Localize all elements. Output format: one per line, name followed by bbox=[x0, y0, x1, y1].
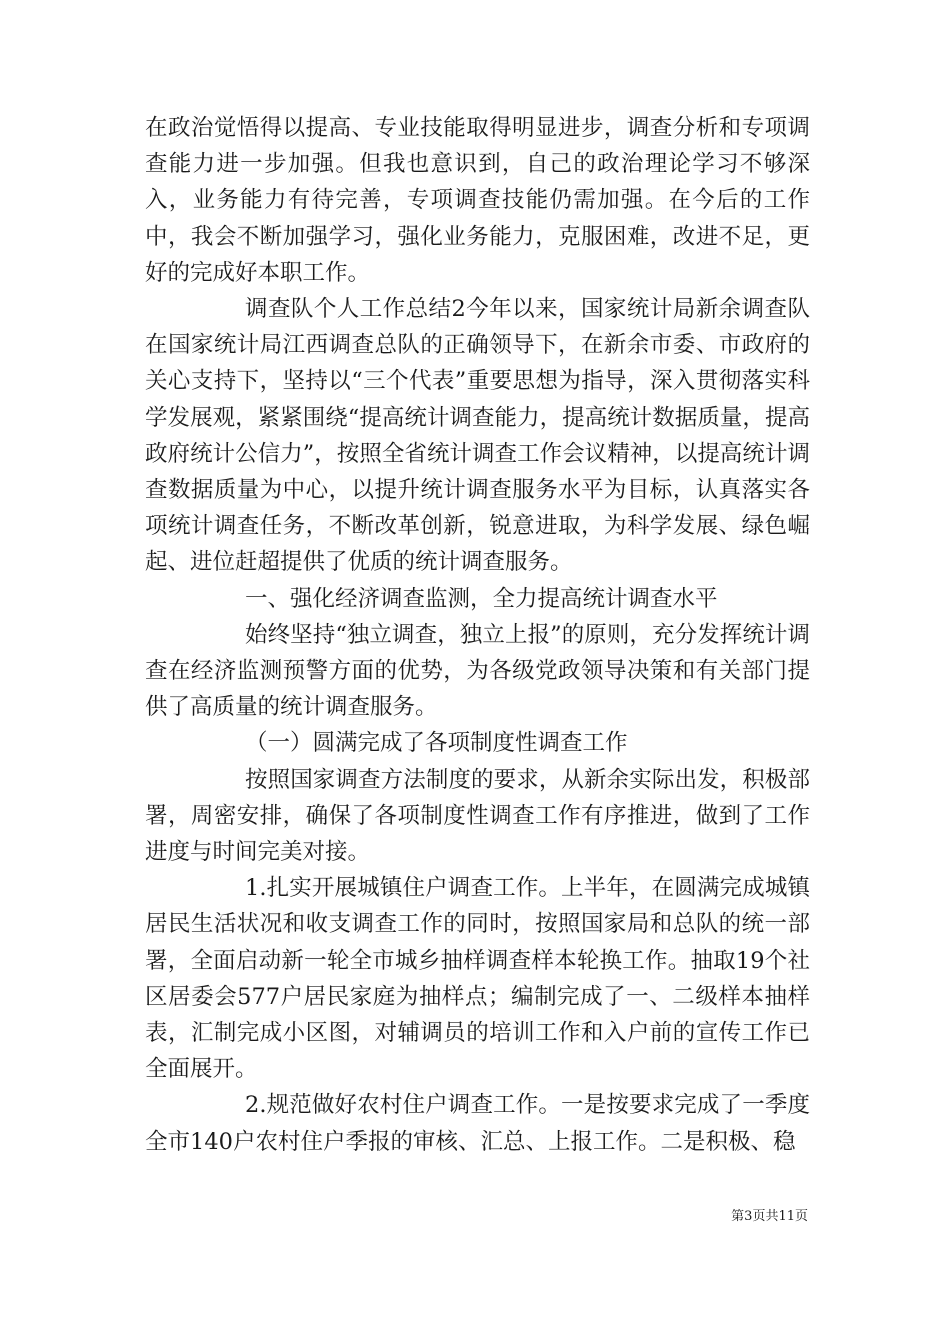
paragraph: 2.规范做好农村住户调查工作。一是按要求完成了一季度全市140户农村住户季报的审核、汇总、上报工作。二是积极、稳 bbox=[145, 1092, 810, 1155]
paragraph: 在政治觉悟得以提高、专业技能取得明显进步，调查分析和专项调查能力进一步加强。但我也意识到，自己的政治理论学习不够深入，业务能力有待完善，专项调查技能仍需加强。在今后的工作中，我会不断加强学习，强化业务能力，克服困难，改进不足，更好的完成好本职工作。 bbox=[145, 115, 810, 286]
page-number: 第3页共11页 bbox=[731, 1209, 808, 1224]
subsection-heading: （一）圆满完成了各项制度性调查工作 bbox=[245, 730, 628, 757]
paragraph: 按照国家调查方法制度的要求，从新余实际出发，积极部署，周密安排，确保了各项制度性调查工作有序推进，做到了工作进度与时间完美对接。 bbox=[145, 766, 810, 866]
paragraph: 调查队个人工作总结2今年以来，国家统计局新余调查队在国家统计局江西调查总队的正确领导下，在新余市委、市政府的关心支持下，坚持以“三个代表”重要思想为指导，深入贯彻落实科学发展观，紧紧围绕“提高统计调查能力，提高统计数据质量，提高政府统计公信力”，按照全省统计调查工作会议精神，以提高统计调查数据质量为中心，以提升统计调查服务水平为目标，认真落实各项统计调查任务，不断改革创新，锐意进取，为科学发展、绿色崛起、进位赶超提供了优质的统计调查服务。 bbox=[145, 296, 810, 576]
document-body bbox=[145, 110, 810, 1160]
paragraph: 1.扎实开展城镇住户调查工作。上半年，在圆满完成城镇居民生活状况和收支调查工作的同时，按照国家局和总队的统一部署，全面启动新一轮全市城乡抽样调查样本轮换工作。抽取19个社区居委会577户居民家庭为抽样点；编制完成了一、二级样本抽样表，汇制完成小区图，对辅调员的培训工作和入户前的宣传工作已全面展开。 bbox=[145, 875, 810, 1083]
paragraph: 始终坚持“独立调查，独立上报”的原则，充分发挥统计调查在经济监测预警方面的优势，为各级党政领导决策和有关部门提供了高质量的统计调查服务。 bbox=[145, 621, 810, 721]
section-heading: 一、强化经济调查监测，全力提高统计调查水平 bbox=[245, 585, 718, 612]
